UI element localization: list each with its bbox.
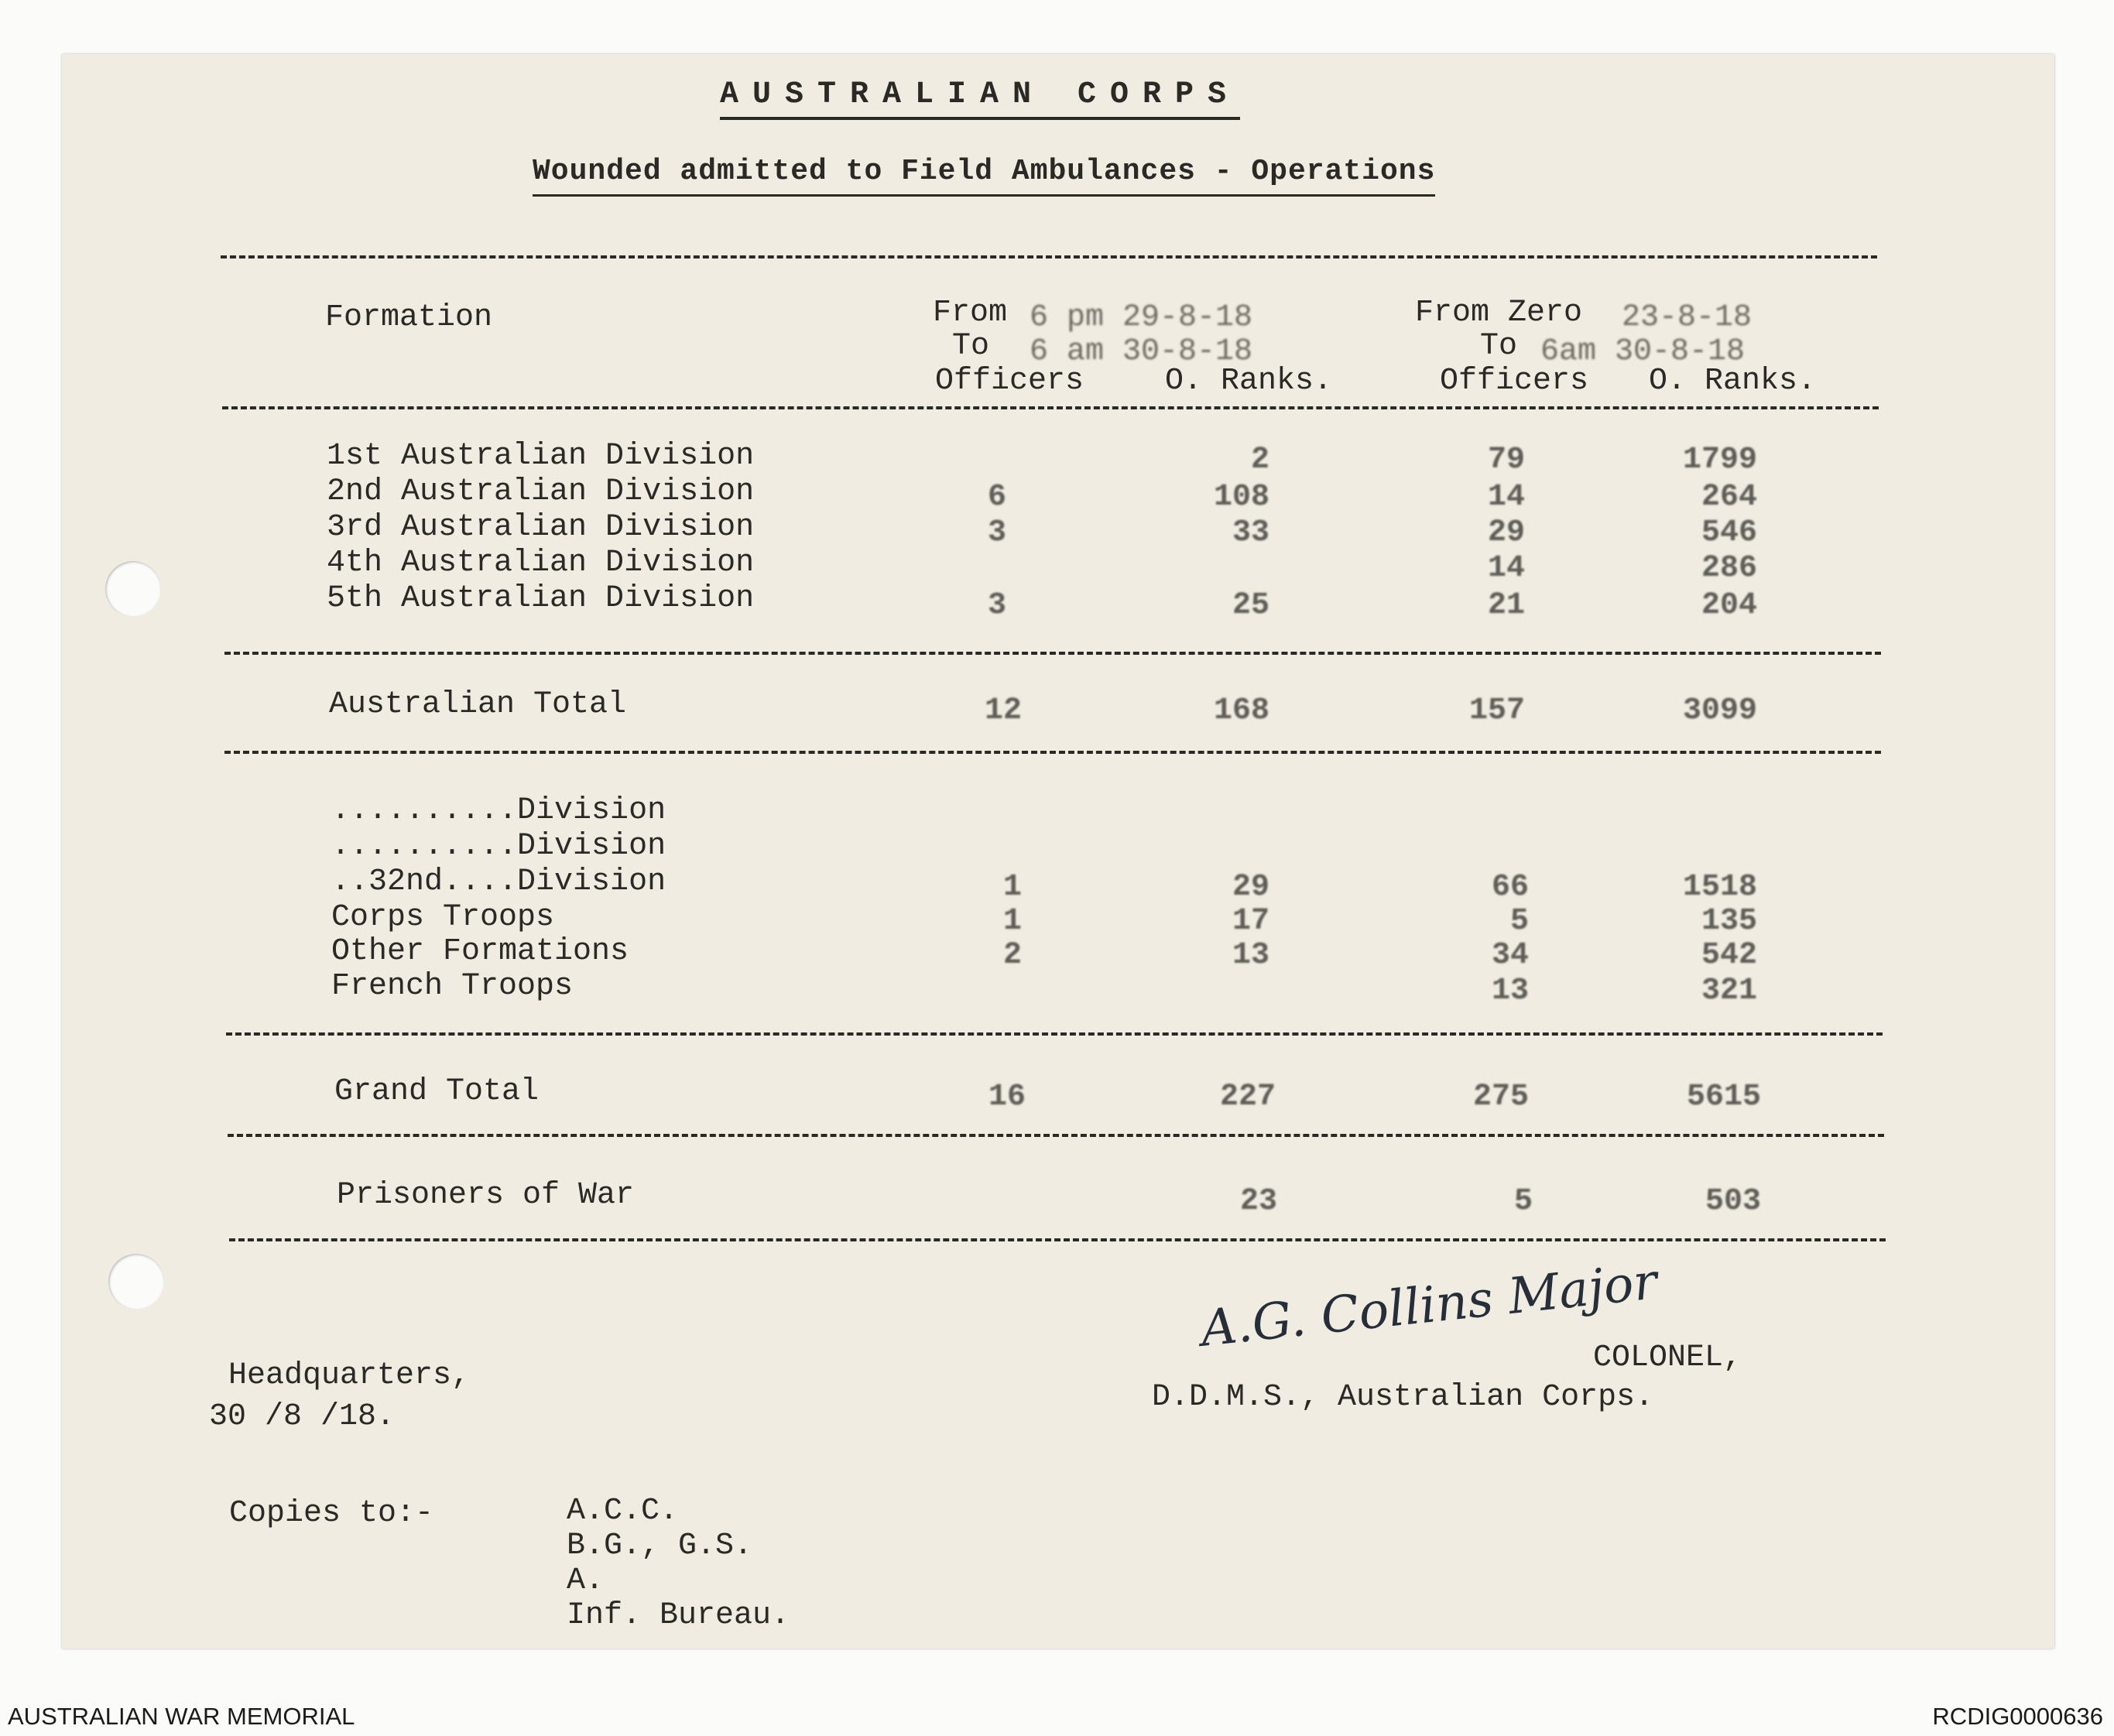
cell-p1-oranks: 29 <box>1232 870 1269 905</box>
cell-p1-oranks: 108 <box>1213 480 1269 515</box>
period2-from-label: From Zero <box>1415 296 1583 330</box>
cell-p1-oranks: 13 <box>1232 938 1269 973</box>
table-rule <box>224 652 1881 655</box>
aus-total-p2-oranks: 3099 <box>1682 693 1757 728</box>
cell-p2-officers: 66 <box>1491 870 1529 905</box>
document-date: 30 /8 /18. <box>209 1399 396 1434</box>
cell-p1-officers: 3 <box>987 515 1006 550</box>
cell-p1-officers: 1 <box>1002 870 1022 905</box>
archive-reference: RCDIG0000636 <box>1932 1703 2103 1730</box>
copy-recipient: A.C.C. <box>567 1494 679 1529</box>
period2-officers-header: Officers <box>1440 364 1589 399</box>
grand-total-label: Grand Total <box>334 1074 540 1109</box>
cell-p2-officers: 29 <box>1487 515 1525 550</box>
period1-from-label: From <box>933 296 1008 330</box>
cell-p2-officers: 5 <box>1509 904 1529 939</box>
cell-p1-oranks: 17 <box>1232 904 1269 939</box>
cell-p1-oranks: 33 <box>1232 515 1269 550</box>
table-rule <box>228 1134 1884 1137</box>
row-label: Corps Troops <box>331 900 555 935</box>
signatory-office: D.D.M.S., Australian Corps. <box>1152 1380 1654 1415</box>
cell-p2-officers: 21 <box>1487 588 1525 623</box>
cell-p1-officers: 1 <box>1002 904 1022 939</box>
row-label: 2nd Australian Division <box>327 474 755 509</box>
cell-p2-officers: 34 <box>1491 938 1529 973</box>
table-rule <box>222 406 1879 409</box>
cell-p2-officers: 14 <box>1487 551 1525 586</box>
cell-p2-oranks: 1518 <box>1682 870 1757 905</box>
cell-p1-officers: 6 <box>987 480 1006 515</box>
aus-total-p2-officers: 157 <box>1468 693 1525 728</box>
archive-caption: AUSTRALIAN WAR MEMORIAL <box>8 1703 355 1730</box>
grand-total-p1-officers: 16 <box>988 1080 1026 1115</box>
grand-total-p1-oranks: 227 <box>1219 1080 1276 1115</box>
period1-from-value: 6 pm 29-8-18 <box>1030 300 1253 335</box>
cell-p2-oranks: 135 <box>1701 904 1757 939</box>
document-title: AUSTRALIAN CORPS <box>720 77 1240 120</box>
period2-to-value: 6am 30-8-18 <box>1540 334 1746 369</box>
row-label: 1st Australian Division <box>327 439 755 474</box>
aus-total-p1-oranks: 168 <box>1213 693 1269 728</box>
table-rule <box>229 1238 1886 1241</box>
prisoners-p2-oranks: 503 <box>1705 1184 1761 1219</box>
punch-hole <box>108 1254 164 1310</box>
row-label: 5th Australian Division <box>327 581 755 616</box>
table-rule <box>226 1032 1883 1036</box>
signatory-rank: COLONEL, <box>1593 1341 1742 1375</box>
copy-recipient: A. <box>567 1563 605 1598</box>
document-subtitle: Wounded admitted to Field Ambulances - Operations <box>533 155 1435 197</box>
cell-p2-oranks: 204 <box>1701 588 1757 623</box>
row-label: Other Formations <box>331 934 629 969</box>
table-rule <box>224 751 1881 754</box>
cell-p2-oranks: 542 <box>1701 938 1757 973</box>
cell-p1-oranks: 2 <box>1250 443 1269 478</box>
cell-p2-oranks: 286 <box>1701 551 1757 586</box>
copies-label: Copies to:- <box>229 1496 434 1531</box>
prisoners-p1-oranks: 23 <box>1239 1184 1277 1219</box>
cell-p2-officers: 13 <box>1491 974 1529 1008</box>
punch-hole <box>105 561 161 617</box>
cell-p1-officers: 3 <box>987 588 1006 623</box>
formation-header: Formation <box>325 300 493 335</box>
prisoners-p2-officers: 5 <box>1513 1184 1533 1219</box>
aus-total-p1-officers: 12 <box>984 693 1022 728</box>
cell-p2-officers: 14 <box>1487 480 1525 515</box>
cell-p2-oranks: 321 <box>1701 974 1757 1008</box>
period1-officers-header: Officers <box>935 364 1084 399</box>
row-label: 3rd Australian Division <box>327 510 755 545</box>
cell-p2-oranks: 264 <box>1701 480 1757 515</box>
row-label: 4th Australian Division <box>327 546 755 580</box>
cell-p2-oranks: 546 <box>1701 515 1757 550</box>
table-rule <box>221 255 1877 259</box>
row-label: ..........Division <box>331 793 666 828</box>
row-label: ..........Division <box>331 829 666 864</box>
copy-recipient: B.G., G.S. <box>567 1529 753 1563</box>
period2-from-value: 23-8-18 <box>1622 300 1753 335</box>
cell-p2-officers: 79 <box>1487 443 1525 478</box>
copy-recipient: Inf. Bureau. <box>567 1598 790 1633</box>
headquarters-label: Headquarters, <box>228 1358 471 1393</box>
grand-total-p2-oranks: 5615 <box>1686 1080 1761 1115</box>
period2-oranks-header: O. Ranks. <box>1649 364 1817 399</box>
period1-oranks-header: O. Ranks. <box>1165 364 1333 399</box>
cell-p1-oranks: 25 <box>1232 588 1269 623</box>
period1-to-value: 6 am 30-8-18 <box>1030 334 1253 369</box>
cell-p1-officers: 2 <box>1002 938 1022 973</box>
prisoners-label: Prisoners of War <box>337 1178 635 1213</box>
period2-to-label: To <box>1480 329 1518 364</box>
grand-total-p2-officers: 275 <box>1472 1080 1529 1115</box>
period1-to-label: To <box>952 329 990 364</box>
cell-p2-oranks: 1799 <box>1682 443 1757 478</box>
signature: A.G. Collins Major <box>1197 1253 1660 1358</box>
row-label: ..32nd....Division <box>331 865 666 899</box>
australian-total-label: Australian Total <box>329 687 627 722</box>
row-label: French Troops <box>331 969 574 1004</box>
